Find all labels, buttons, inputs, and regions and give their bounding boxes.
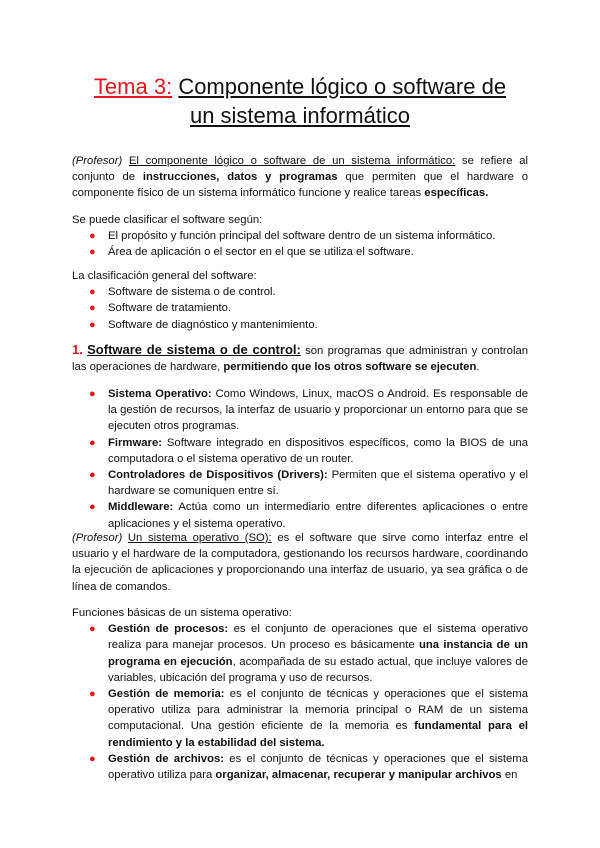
list-item — [72, 317, 528, 333]
bullet-icon: ● — [89, 302, 96, 315]
item-label: Middleware: — [108, 501, 174, 514]
system-software-list — [72, 386, 528, 532]
section1-text: son programas que administran y controlan las operaciones de hardware, — [72, 345, 529, 374]
professor-tag: (Profesor) — [72, 155, 123, 167]
item-text: en — [501, 769, 518, 782]
classify-block — [72, 212, 528, 261]
general-list — [72, 284, 528, 333]
list-item-text: Software de sistema o de control. — [108, 286, 276, 299]
list-item — [72, 284, 528, 300]
title-text-line2: un sistema informático — [189, 103, 411, 128]
item-label: Gestión de procesos: — [108, 623, 229, 636]
item-label: Controladores de Dispositivos (Drivers): — [108, 469, 328, 482]
item-text: , acompañada de su estado actual, que incluye valores de variables, ubicación del programa y uso de recursos. — [108, 655, 528, 684]
bullet-icon: ● — [89, 286, 96, 299]
item-label: Firmware: — [108, 436, 162, 449]
item-text: es el conjunto de técnicas y operaciones que el sistema operativo utiliza para — [108, 752, 528, 782]
item-text: Actúa como un intermediario entre diferentes aplicaciones o entre aplicaciones y el sistema operativo. — [108, 501, 528, 530]
list-item-text: Área de aplicación o el sector en el que se utiliza el software. — [108, 246, 414, 259]
list-item — [72, 300, 528, 316]
list-item — [72, 244, 528, 260]
so-paragraph — [72, 530, 528, 595]
bullet-icon: ● — [89, 436, 96, 449]
list-item — [72, 499, 528, 531]
list-item-text: Software de tratamiento. — [108, 302, 232, 315]
item-label: Sistema Operativo: — [108, 388, 212, 400]
list-item-text: Software de diagnóstico y mantenimiento. — [108, 318, 318, 331]
item-text: Software integrado en dispositivos específicos, como la BIOS de una computadora o el sistema operativo de un router. — [108, 436, 528, 465]
list-item — [72, 686, 528, 751]
item-text: es el conjunto de operaciones que el sistema operativo realiza para manejar procesos. Un proceso es básicamente — [108, 623, 528, 652]
intro-bold: instrucciones, datos y programas — [142, 171, 338, 184]
bullet-icon: ● — [89, 469, 96, 482]
intro-paragraph — [72, 153, 528, 202]
title-text-line1: Componente lógico o software de — [178, 74, 507, 99]
page-title — [72, 72, 528, 130]
list-item — [72, 435, 528, 467]
section1-bold: permitiendo que los otros software se ejecuten — [223, 361, 477, 374]
item-bold: fundamental para el rendimiento y la estabilidad del sistema. — [108, 720, 528, 749]
functions-lead: Funciones básicas de un sistema operativo: — [72, 607, 292, 619]
functions-block — [72, 605, 528, 783]
bullet-icon: ● — [89, 230, 96, 243]
bullet-icon: ● — [89, 246, 96, 259]
bullet-icon: ● — [89, 752, 96, 765]
title-number: Tema 3: — [93, 74, 173, 99]
item-bold: organizar, almacenar, recuperar y manipular archivos — [215, 769, 502, 782]
item-text: es el conjunto de técnicas y operaciones que el sistema operativo utiliza para administrar la memoria principal o RAM de un sistema computacional. Una gestión eficiente de la memoria es — [108, 688, 528, 733]
general-lead: La clasificación general del software: — [72, 270, 257, 282]
classify-lead: Se puede clasificar el software según: — [72, 214, 263, 226]
intro-text: se refiere al conjunto de — [72, 155, 528, 184]
section1-number: 1. — [72, 342, 83, 357]
section1 — [72, 342, 528, 375]
bullet-icon: ● — [89, 388, 96, 400]
bullet-icon: ● — [89, 623, 96, 636]
so-text: es el software que sirve como interfaz entre el usuario y el hardware de la computadora, gestionando los recursos hardware, coordinando la ejecución de aplicaciones y proporcionando una interfaz de usuario, ya sea gráfica o de línea de comandos. — [72, 532, 528, 593]
item-label: Gestión de memoria: — [108, 688, 225, 701]
bullet-icon: ● — [89, 318, 96, 331]
item-text: Permiten que el sistema operativo y el hardware se comuniquen entre sí. — [108, 469, 528, 498]
item-text: Como Windows, Linux, macOS o Android. Es responsable de la gestión de recursos, la interfaz de usuario y proporcionar un entorno para que se ejecuten otros programas. — [108, 388, 528, 433]
so-underlined: Un sistema operativo (SO): — [127, 532, 272, 544]
section1-heading: Software de sistema o de control: — [87, 342, 301, 357]
section1-text: . — [476, 361, 480, 374]
list-item — [72, 228, 528, 244]
item-bold: una instancia de un programa en ejecución — [108, 639, 528, 668]
intro-text: que permiten que el hardware o componente físico de un sistema informático funcione y realice tareas — [72, 171, 529, 200]
bullet-icon: ● — [89, 501, 96, 514]
list-item — [72, 386, 528, 435]
intro-underlined: El componente lógico o software de un sistema informático: — [128, 155, 456, 167]
list-item — [72, 621, 528, 686]
general-block — [72, 268, 528, 333]
list-item — [72, 751, 528, 783]
professor-tag: (Profesor) — [72, 532, 123, 544]
item-label: Gestión de archivos: — [108, 752, 225, 765]
intro-bold: específicas. — [424, 187, 489, 200]
list-item-text: El propósito y función principal del software dentro de un sistema informático. — [108, 230, 496, 243]
classify-list — [72, 228, 528, 260]
bullet-icon: ● — [89, 688, 96, 701]
list-item — [72, 467, 528, 499]
